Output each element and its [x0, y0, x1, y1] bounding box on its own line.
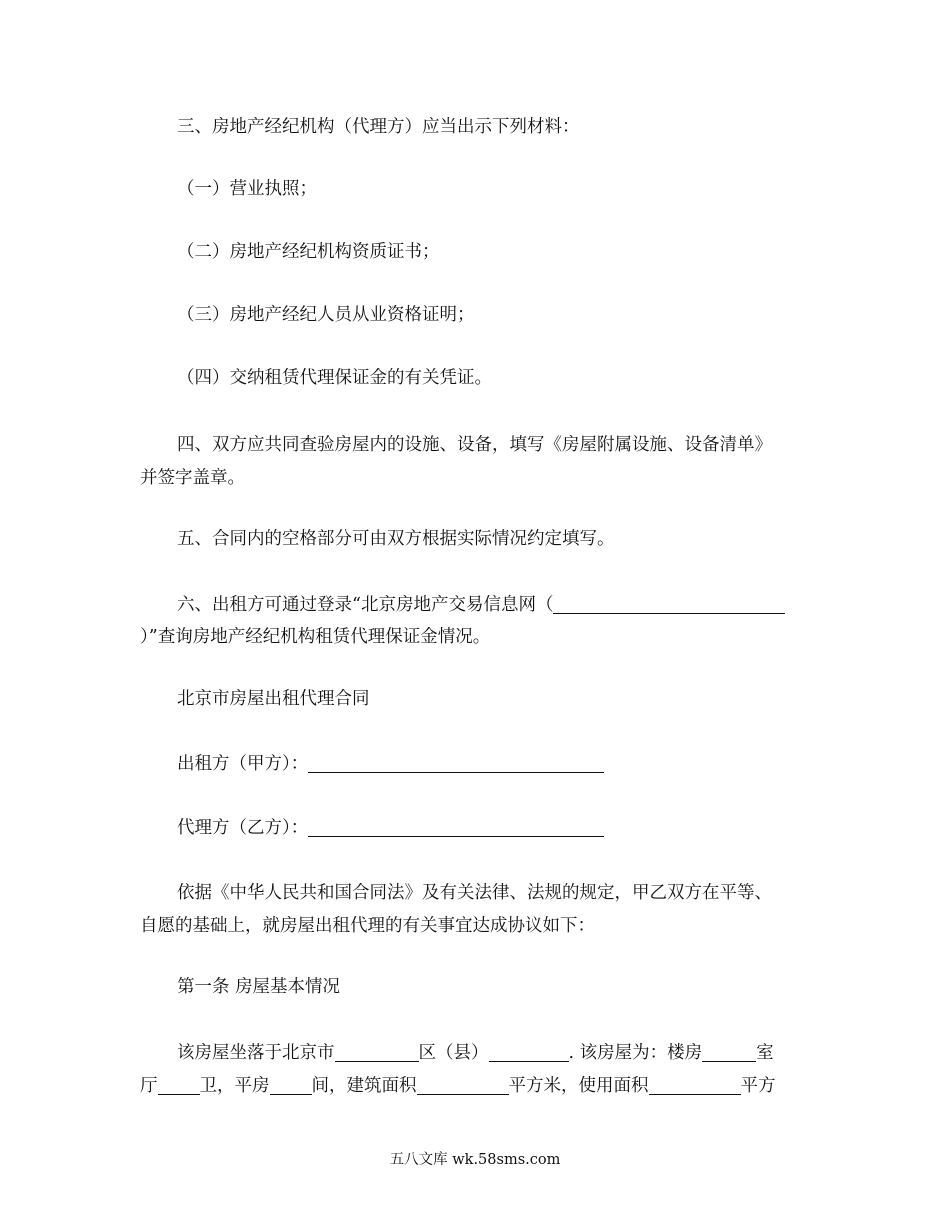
agent-label: 代理方（乙方）： — [177, 818, 309, 838]
preamble-line-1: 依据《中华人民共和国合同法》及有关法律、法规的规定，甲乙双方在平等、 — [177, 883, 772, 903]
a1-text-1: 该房屋坐落于北京市 — [177, 1043, 335, 1063]
a1-text-6: 卫，平房 — [199, 1076, 270, 1096]
a1-text-5: 厅 — [140, 1076, 158, 1096]
a1-text-8: 平方米，使用面积 — [508, 1076, 649, 1096]
lessor-blank[interactable] — [308, 752, 604, 773]
footer-watermark: 五八文库 wk.58sms.com — [389, 1152, 561, 1168]
a1-text-2: 区（县） — [418, 1043, 489, 1063]
agent-line — [177, 811, 847, 845]
a1-text-7: 间，建筑面积 — [311, 1076, 417, 1096]
notes-sub-2: （二）房地产经纪机构资质证书； — [177, 242, 440, 262]
article-1-title: 第一条 房屋基本情况 — [177, 977, 341, 997]
contract-title: 北京市房屋出租代理合同 — [177, 689, 370, 709]
notes-item-4-line-2: 并签字盖章。 — [140, 468, 245, 488]
hall-blank[interactable] — [158, 1074, 200, 1095]
article-1-line-2 — [140, 1069, 810, 1103]
preamble-line-2: 自愿的基础上，就房屋出租代理的有关事宜达成协议如下： — [140, 916, 595, 936]
lessor-label: 出租方（甲方）： — [177, 754, 309, 774]
website-blank[interactable] — [553, 593, 785, 614]
bungalow-blank[interactable] — [270, 1074, 312, 1095]
usable-area-blank[interactable] — [649, 1074, 741, 1095]
county-blank[interactable] — [489, 1041, 569, 1062]
notes-sub-3: （三）房地产经纪人员从业资格证明； — [177, 305, 475, 325]
notes-item-6-line-2: ）”查询房地产经纪机构租赁代理保证金情况。 — [140, 627, 491, 647]
a1-text-4: 室 — [756, 1043, 774, 1063]
article-1-line-1 — [177, 1036, 847, 1070]
notes-sub-1: （一）营业执照； — [177, 179, 317, 199]
agent-blank[interactable] — [308, 816, 604, 837]
item-6-text: 六、出租方可通过登录“北京房地产交易信息网（ — [177, 595, 554, 615]
notes-sub-4: （四）交纳租赁代理保证金的有关凭证。 — [177, 368, 492, 388]
notes-item-6-line-1 — [177, 588, 847, 622]
a1-text-3: . 该房屋为：楼房 — [568, 1043, 703, 1063]
a1-text-9: 平方 — [740, 1076, 776, 1096]
district-blank[interactable] — [335, 1041, 419, 1062]
building-area-blank[interactable] — [417, 1074, 509, 1095]
notes-item-5: 五、合同内的空格部分可由双方根据实际情况约定填写。 — [177, 529, 615, 549]
notes-item-3: 三、房地产经纪机构（代理方）应当出示下列材料： — [177, 117, 580, 137]
rooms-blank[interactable] — [702, 1041, 756, 1062]
lessor-line — [177, 747, 847, 781]
notes-item-4-line-1: 四、双方应共同查验房屋内的设施、设备，填写《房屋附属设施、设备清单》 — [177, 435, 772, 455]
